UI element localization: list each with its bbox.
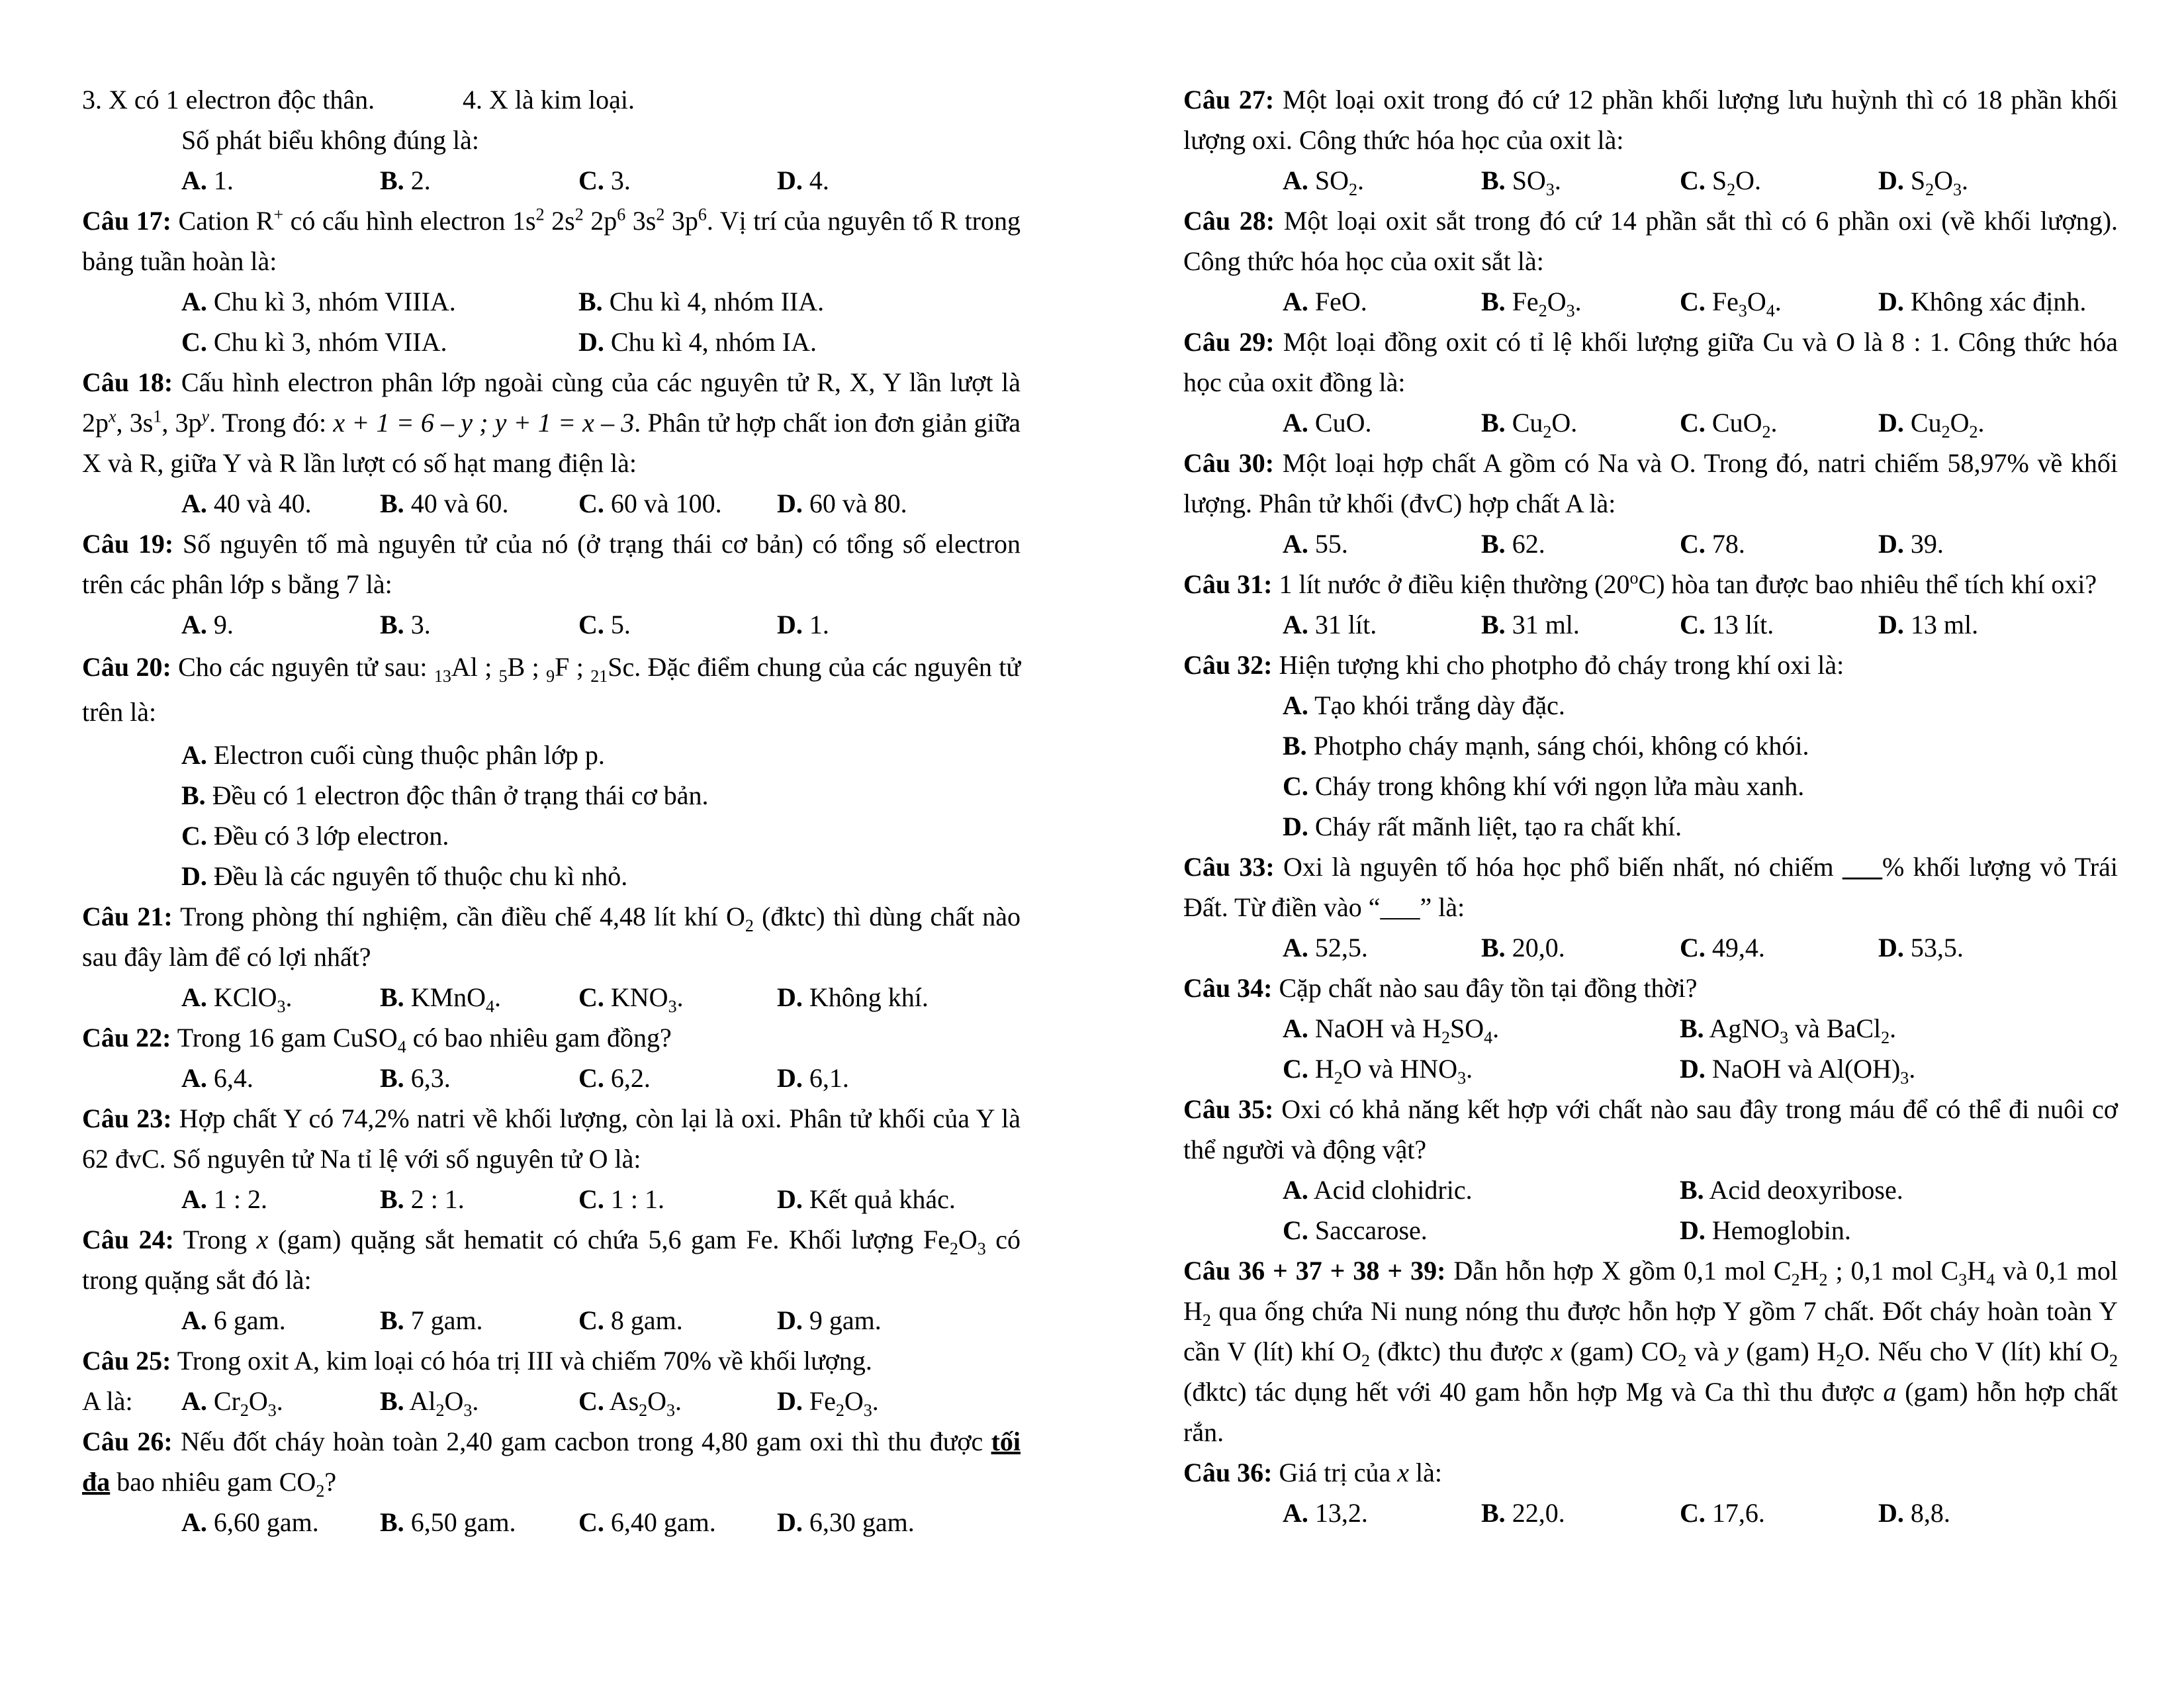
option-d[interactable]: D. 8,8. — [1878, 1498, 1950, 1528]
question-stem: Câu 34: Cặp chất nào sau đây tồn tại đồng thời? — [1183, 973, 1698, 1003]
option-b[interactable]: B. 3. — [380, 610, 431, 639]
question-19 — [82, 524, 1021, 645]
option-a[interactable]: A. 31 lít. — [1283, 610, 1377, 639]
question-stem: Câu 23: Hợp chất Y có 74,2% natri về khối lượng, còn lại là oxi. Phân tử khối của Y là 62 đvC. Số nguyên tử Na tỉ lệ với số nguyên tử O là: — [82, 1103, 1021, 1174]
answer-options — [82, 775, 1021, 816]
answer-options — [1183, 726, 2118, 766]
question-31 — [1183, 564, 2118, 645]
option-d[interactable]: D. $S_2O_3$. — [1878, 165, 1969, 199]
option-d[interactable]: D. Hemoglobin. — [1680, 1215, 1851, 1245]
answer-options — [82, 1179, 1021, 1219]
question-34 — [1183, 968, 2118, 1089]
option-a[interactable]: A. NaOH và $H_2SO_4$. — [1283, 1013, 1500, 1047]
question-stem: Câu 24: Trong x (gam) quặng sắt hematit có chứa 5,6 gam Fe. Khối lượng $Fe_2O_3$ có trong quặng sắt đó là: — [82, 1225, 1021, 1295]
question-stem: Câu 29: Một loại đồng oxit có tỉ lệ khối lượng giữa Cu và O là 8 : 1. Công thức hóa học của oxit đồng là: — [1183, 327, 2118, 397]
question-stem: Câu 36 + 37 + 38 + 39: Dẫn hỗn hợp X gồm 0,1 mol $C_2H_2$ ; 0,1 mol $C_3H_4$ và 0,1 mol $H_2$ qua ống chứa Ni nung nóng thu được hỗn hợp Y gồm 7 chất. Đốt cháy hoàn toàn Y cần V (lít) khí $O_2$ (đktc) thu được x (gam) $CO_2$ và y (gam) $H_2O$. Nếu cho V (lít) khí $O_2$ (đktc) tác dụng hết với 40 gam hỗn hợp Mg và Ca thì thu được a (gam) hỗn hợp chất rắn. — [1183, 1256, 2118, 1447]
option-a[interactable]: A. Acid clohidric. — [1283, 1175, 1473, 1205]
option-c[interactable]: C. $As_2O_3$. — [578, 1386, 682, 1420]
answer-options — [1183, 281, 2118, 322]
option-c[interactable]: C. $KNO_3$. — [578, 982, 684, 1016]
question-stem: Số phát biểu không đúng là: — [181, 125, 479, 155]
option-c[interactable]: C. Chu kì 3, nhóm VIIA. — [181, 327, 447, 357]
option-a[interactable]: A. 6,4. — [181, 1063, 253, 1093]
option-a[interactable]: A. 9. — [181, 610, 234, 639]
option-c[interactable]: C. 17,6. — [1680, 1498, 1765, 1528]
question-28 — [1183, 201, 2118, 322]
question-21 — [82, 896, 1021, 1017]
option-c[interactable]: C. 3. — [578, 165, 631, 195]
option-d[interactable]: D. 13 ml. — [1878, 610, 1979, 639]
option-d[interactable]: D. $Cu_2O_2$. — [1878, 408, 1985, 442]
answer-options — [1183, 524, 2118, 564]
answer-options — [82, 977, 1021, 1017]
option-d[interactable]: D. 6,30 gam. — [777, 1507, 915, 1537]
option-a[interactable]: A. 40 và 40. — [181, 489, 312, 518]
question-25 — [82, 1340, 1021, 1421]
option-b[interactable]: B. 2 : 1. — [380, 1184, 465, 1214]
option-c[interactable]: C. 60 và 100. — [578, 489, 722, 518]
answer-options — [82, 483, 1021, 524]
option-c[interactable]: C. 8 gam. — [578, 1305, 683, 1335]
question-33 — [1183, 847, 2118, 968]
option-a[interactable]: A. $Cr_2O_3$. — [181, 1386, 283, 1420]
question-23 — [82, 1098, 1021, 1219]
option-a[interactable]: A. 6 gam. — [181, 1305, 286, 1335]
question-36 — [1183, 1452, 2118, 1533]
option-c[interactable]: C. CuO$_2$. — [1680, 408, 1778, 442]
option-d[interactable]: D. 6,1. — [777, 1063, 849, 1093]
option-c[interactable]: C. Đều có 3 lớp electron. — [181, 821, 449, 851]
option-a[interactable]: A. KClO$_3$. — [181, 982, 293, 1016]
option-d[interactable]: D. Không khí. — [777, 982, 929, 1012]
option-a[interactable]: A. FeO. — [1283, 287, 1367, 316]
option-d[interactable]: D. 53,5. — [1878, 933, 1964, 962]
option-a[interactable]: A. CuO. — [1283, 408, 1372, 438]
answer-options — [1183, 766, 2118, 806]
option-d[interactable]: D. Chu kì 4, nhóm IA. — [578, 327, 817, 357]
option-c[interactable]: C. $S_2O$. — [1680, 165, 1762, 199]
option-a[interactable]: A. Tạo khói trắng dày đặc. — [1283, 690, 1565, 720]
option-d[interactable]: D. Không xác định. — [1878, 287, 2087, 316]
option-b[interactable]: B. 7 gam. — [380, 1305, 483, 1335]
question-stem: Câu 18: Cấu hình electron phân lớp ngoài cùng của các nguyên tử R, X, Y lần lượt là $2p^x$, $3s^1$, $3p^y$. Trong đó: x + 1 = 6 – y ; y + 1 = x – 3. Phân tử hợp chất ion đơn giản giữa X và R, giữa Y và R lần lượt có số hạt mang điện là: — [82, 367, 1021, 478]
question-16-continued — [82, 79, 1021, 201]
option-c[interactable]: C. Saccarose. — [1283, 1215, 1428, 1245]
answer-options — [1183, 402, 2118, 443]
option-a[interactable]: A. 1 : 2. — [181, 1184, 268, 1214]
question-stem: Câu 33: Oxi là nguyên tố hóa học phổ biến nhất, nó chiếm ___% khối lượng vỏ Trái Đất. Từ điền vào “___” là: — [1183, 852, 2118, 922]
option-b[interactable]: B. Photpho cháy mạnh, sáng chói, không có khói. — [1283, 731, 1809, 761]
answer-options — [1183, 1493, 2118, 1533]
answer-options — [1183, 1210, 2118, 1250]
option-a[interactable]: A. 52,5. — [1283, 933, 1368, 962]
option-b[interactable]: B. 31 ml. — [1481, 610, 1580, 639]
answer-options — [1183, 806, 2118, 847]
answer-options: A là: A. $Cr_2O_3$. B. $Al_2O_3$. C. $As_2O_3$. D. $Fe_2O_3$. — [82, 1381, 1021, 1421]
option-a[interactable]: A. 1. — [181, 165, 234, 195]
question-26 — [82, 1421, 1021, 1542]
answer-options — [82, 604, 1021, 645]
question-stem: Câu 30: Một loại hợp chất A gồm có Na và O. Trong đó, natri chiếm 58,97% về khối lượng. Phân tử khối (đvC) hợp chất A là: — [1183, 448, 2118, 518]
option-b[interactable]: B. 40 và 60. — [380, 489, 509, 518]
option-c[interactable]: C. 13 lít. — [1680, 610, 1774, 639]
question-30 — [1183, 443, 2118, 564]
option-b[interactable]: B. KMnO$_4$. — [380, 982, 502, 1016]
answer-options — [82, 160, 1021, 201]
option-d[interactable]: D. Đều là các nguyên tố thuộc chu kì nhỏ. — [181, 861, 628, 891]
answer-options — [82, 322, 1021, 362]
question-stem: Câu 17: Cation R+ có cấu hình electron $1s^2$ $2s^2$ $2p^6$ $3s^2$ $3p^6$. Vị trí của nguyên tố R trong bảng tuần hoàn là: — [82, 205, 1021, 276]
question-stem: Câu 20: Cho các nguyên tử sau: $_{13}$Al ; $_5$B ; $_9$F ; $_{21}$Sc. Đặc điểm chung của các nguyên tử trên là: — [82, 652, 1021, 727]
option-d[interactable]: D. 39. — [1878, 529, 1944, 559]
option-a[interactable]: A. Chu kì 3, nhóm VIIIA. — [181, 287, 456, 316]
answer-options — [82, 816, 1021, 856]
option-b[interactable]: B. 20,0. — [1481, 933, 1565, 962]
answer-options — [1183, 685, 2118, 726]
option-d[interactable]: D. NaOH và $Al(OH)_3$. — [1680, 1054, 1916, 1088]
option-b[interactable]: B. Chu kì 4, nhóm IIA. — [578, 287, 825, 316]
answer-options — [82, 1502, 1021, 1542]
question-17 — [82, 201, 1021, 362]
option-b[interactable]: B. AgNO$_3$ và BaCl$_2$. — [1680, 1013, 1897, 1047]
right-column — [1183, 79, 2118, 1533]
option-b[interactable]: B. 6,3. — [380, 1063, 451, 1093]
option-a[interactable]: A. 6,60 gam. — [181, 1507, 319, 1537]
question-stem: Câu 21: Trong phòng thí nghiệm, cần điều chế 4,48 lít khí $O_2$ (đktc) thì dùng chất nào sau đây làm để có lợi nhất? — [82, 902, 1021, 972]
answer-options — [1183, 1049, 2118, 1089]
question-stem: Câu 31: 1 lít nước ở điều kiện thường (20$^o$C) hòa tan được bao nhiêu thể tích khí oxi? — [1183, 568, 2097, 599]
option-d[interactable]: D. 4. — [777, 165, 829, 195]
question-27 — [1183, 79, 2118, 201]
question-18 — [82, 362, 1021, 524]
option-d[interactable]: D. Cháy rất mãnh liệt, tạo ra chất khí. — [1283, 812, 1682, 841]
option-c[interactable]: C. 78. — [1680, 529, 1745, 559]
option-d[interactable]: D. 9 gam. — [777, 1305, 882, 1335]
question-20 — [82, 645, 1021, 896]
option-b[interactable]: B. 22,0. — [1481, 1498, 1565, 1528]
question-stem: Câu 26: Nếu đốt cháy hoàn toàn 2,40 gam cacbon trong 4,80 gam oxi thì thu được tối đa bao nhiêu gam $CO_2$? — [82, 1427, 1021, 1501]
option-b[interactable]: B. $Cu_2O$. — [1481, 408, 1578, 442]
option-d[interactable]: D. $Fe_2O_3$. — [777, 1386, 879, 1420]
answer-options — [1183, 1008, 2118, 1049]
statement-4: 4. X là kim loại. — [463, 85, 635, 115]
question-stem: Câu 22: Trong 16 gam CuSO$_4$ có bao nhiêu gam đồng? — [82, 1023, 672, 1056]
option-b[interactable]: B. $Fe_2O_3$. — [1481, 287, 1582, 320]
option-b[interactable]: B. $SO_3$. — [1481, 165, 1561, 199]
question-22 — [82, 1017, 1021, 1098]
option-c[interactable]: C. $Fe_3O_4$. — [1680, 287, 1782, 320]
question-36-39 — [1183, 1250, 2118, 1452]
option-c[interactable]: C. 5. — [578, 610, 631, 639]
option-d[interactable]: D. Kết quả khác. — [777, 1184, 956, 1214]
answer-options — [82, 856, 1021, 896]
statement-3: 3. X có 1 electron độc thân. — [82, 85, 375, 115]
option-c[interactable]: C. 6,40 gam. — [578, 1507, 716, 1537]
option-b[interactable]: B. $Al_2O_3$. — [380, 1386, 479, 1420]
option-b[interactable]: B. 2. — [380, 165, 431, 195]
answer-options — [82, 1300, 1021, 1340]
left-column — [82, 79, 1021, 1542]
option-a[interactable]: A. Electron cuối cùng thuộc phân lớp p. — [181, 740, 605, 770]
answer-options — [1183, 1170, 2118, 1210]
option-d[interactable]: D. 60 và 80. — [777, 489, 907, 518]
answer-options — [1183, 604, 2118, 645]
option-b[interactable]: B. 62. — [1481, 529, 1545, 559]
option-c[interactable]: C. 1 : 1. — [578, 1184, 665, 1214]
question-stem: Câu 28: Một loại oxit sắt trong đó cứ 14 phần sắt thì có 6 phần oxi (về khối lượng). Công thức hóa học của oxit sắt là: — [1183, 206, 2118, 276]
answer-options — [82, 281, 1021, 322]
question-stem: Câu 32: Hiện tượng khi cho photpho đỏ cháy trong khí oxi là: — [1183, 650, 1844, 680]
option-d[interactable]: D. 1. — [777, 610, 829, 639]
answer-options — [1183, 160, 2118, 201]
option-b[interactable]: B. 6,50 gam. — [380, 1507, 516, 1537]
answer-options — [82, 735, 1021, 775]
question-35 — [1183, 1089, 2118, 1250]
answer-options — [1183, 927, 2118, 968]
option-c[interactable]: C. 6,2. — [578, 1063, 651, 1093]
option-a[interactable]: A. 13,2. — [1283, 1498, 1368, 1528]
question-stem: Câu 35: Oxi có khả năng kết hợp với chất nào sau đây trong máu để có thể đi nuôi cơ thể người và động vật? — [1183, 1094, 2118, 1164]
option-b[interactable]: B. Đều có 1 electron độc thân ở trạng thái cơ bản. — [181, 780, 709, 810]
option-c[interactable]: C. $H_2O$ và $HNO_3$. — [1283, 1054, 1473, 1088]
question-stem: Câu 36: Giá trị của x là: — [1183, 1458, 1443, 1487]
question-32 — [1183, 645, 2118, 847]
question-stem: Câu 19: Số nguyên tố mà nguyên tử của nó (ở trạng thái cơ bản) có tổng số electron trên các phân lớp s bằng 7 là: — [82, 529, 1021, 599]
option-a[interactable]: A. $SO_2$. — [1283, 165, 1365, 199]
option-c[interactable]: C. Cháy trong không khí với ngọn lửa màu xanh. — [1283, 771, 1805, 801]
question-29 — [1183, 322, 2118, 443]
option-b[interactable]: B. Acid deoxyribose. — [1680, 1175, 1903, 1205]
option-c[interactable]: C. 49,4. — [1680, 933, 1765, 962]
question-stem: Câu 25: Trong oxit A, kim loại có hóa trị III và chiếm 70% về khối lượng. — [82, 1346, 872, 1376]
answer-options — [82, 1058, 1021, 1098]
option-a[interactable]: A. 55. — [1283, 529, 1348, 559]
question-stem: Câu 27: Một loại oxit trong đó cứ 12 phần khối lượng lưu huỳnh thì có 18 phần khối lượng oxi. Công thức hóa học của oxit là: — [1183, 85, 2118, 155]
question-24 — [82, 1219, 1021, 1340]
